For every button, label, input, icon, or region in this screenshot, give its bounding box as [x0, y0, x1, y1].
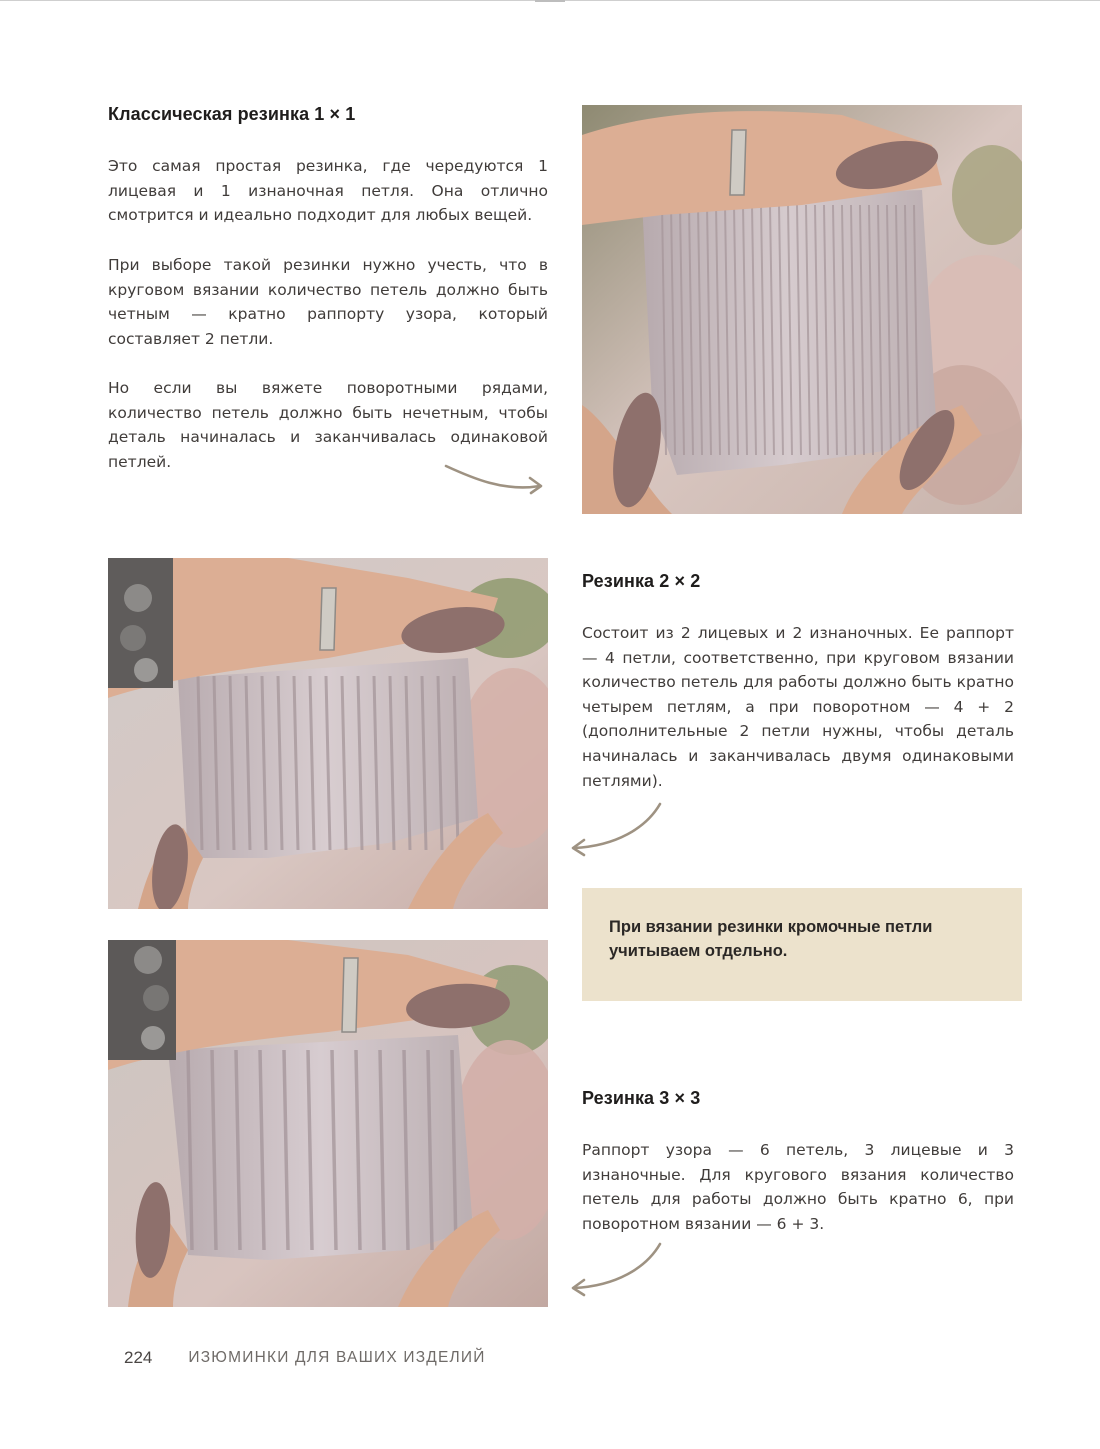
arrow-left-icon [566, 800, 666, 860]
paragraph-1x1-flat: Но если вы вяжете поворотными рядами, количество петель должно быть нечетным, чтобы деталь начиналась и заканчивалась одинаковой петлей. [108, 379, 548, 471]
note-box [582, 888, 1022, 1001]
top-mark [535, 0, 565, 2]
knitted-swatch-1x1-rib-photo [582, 105, 1022, 514]
heading-3x3-rib: Резинка 3 × 3 [582, 1088, 701, 1108]
knitted-swatch-2x2-rib-photo [108, 558, 548, 909]
knitted-swatch-3x3-rib-photo [108, 940, 548, 1307]
page-number: 224 [124, 1348, 153, 1367]
page-footer [124, 1347, 486, 1369]
arrow-right-icon [442, 462, 550, 498]
heading-1x1-rib: Классическая резинка 1 × 1 [108, 104, 356, 124]
heading-2x2-rib: Резинка 2 × 2 [582, 571, 701, 591]
running-head: ИЗЮМИНКИ ДЛЯ ВАШИХ ИЗДЕЛИЙ [188, 1349, 486, 1366]
note-text: При вязании резинки кромочные петли учитываем отдельно. [609, 918, 933, 960]
paragraph-2x2: Состоит из 2 лицевых и 2 изнаночных. Ее раппорт — 4 петли, соответственно, при круговом вязании количество петель для работы должно быть кратно четырем петлям, а при поворотном — 4 + 2 (дополнительные 2 петли нужны, чтобы деталь начиналась и заканчивалась двумя одинаковыми петлями). [582, 624, 1014, 790]
paragraph-1x1-circular: При выборе такой резинки нужно учесть, что в круговом вязании количество петель должно быть четным — кратно раппорту узора, который составляет 2 петли. [108, 256, 548, 348]
paragraph-3x3: Раппорт узора — 6 петель, 3 лицевые и 3 изнаночные. Для кругового вязания количество петель для работы должно быть кратно 6, при поворотном вязании — 6 + 3. [582, 1141, 1014, 1233]
paragraph-1x1-intro: Это самая простая резинка, где чередуются 1 лицевая и 1 изнаночная петля. Она отлично смотрится и идеально подходит для любых вещей. [108, 157, 548, 225]
arrow-left-icon [566, 1240, 666, 1300]
